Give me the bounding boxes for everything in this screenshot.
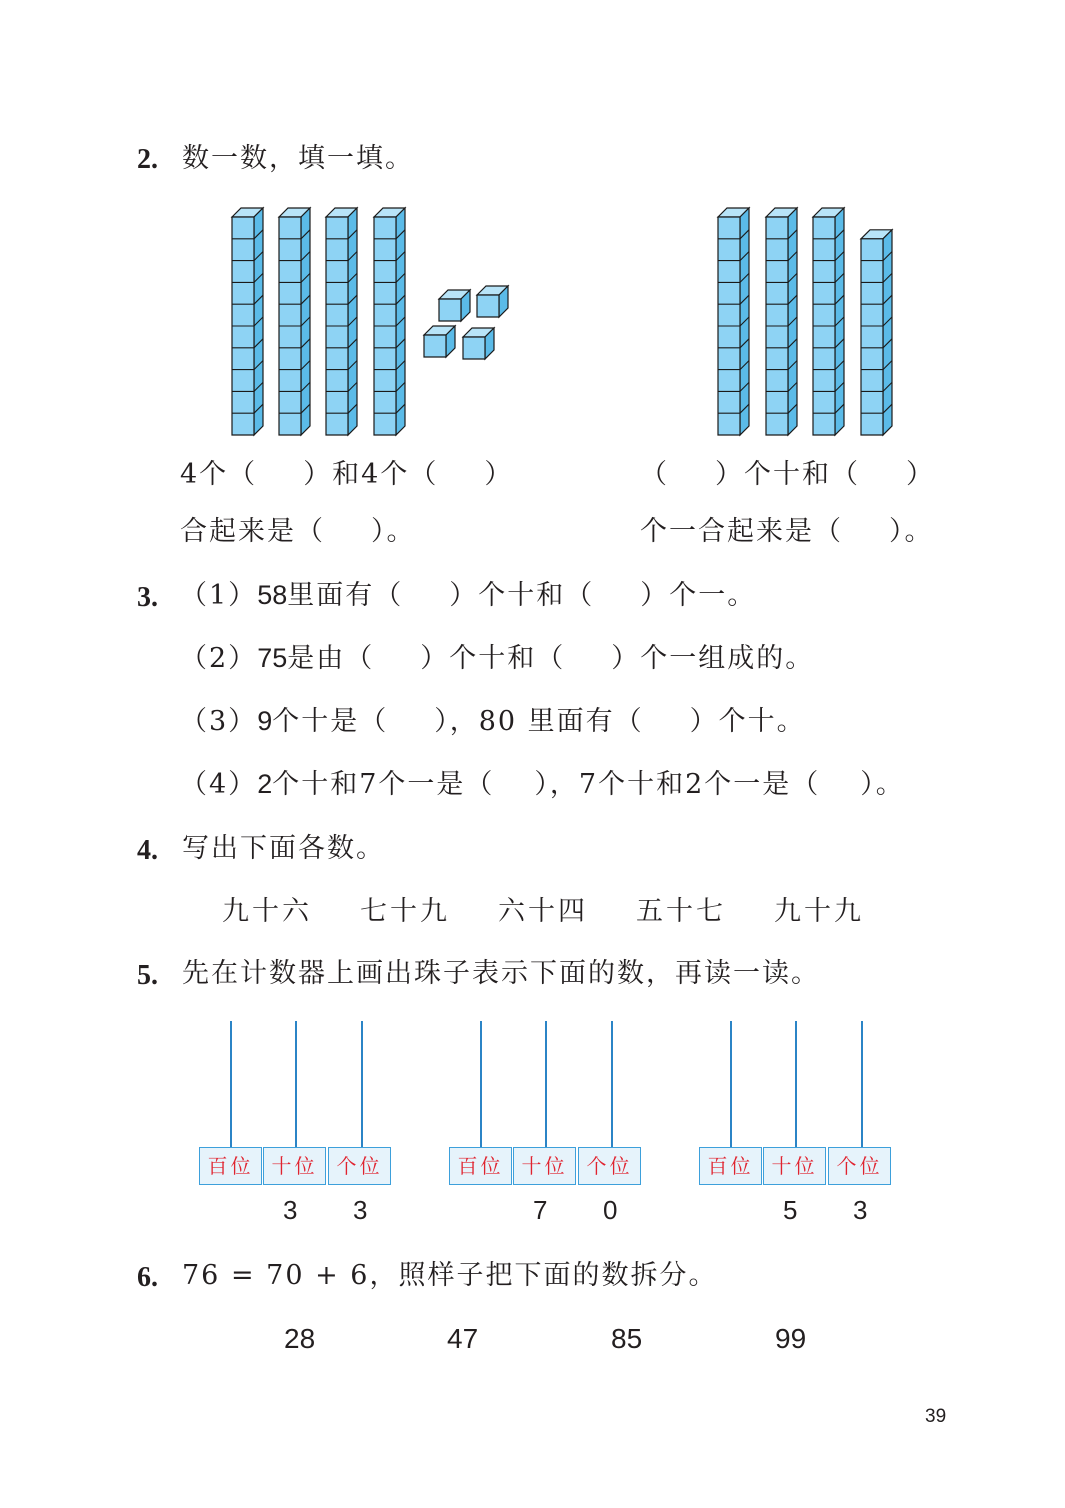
abacus-label-ones: 个位 <box>828 1147 891 1185</box>
q6-number: 85 <box>611 1323 643 1354</box>
abacus-label-ones: 个位 <box>578 1147 641 1185</box>
question-2-title: 数一数，填一填。 <box>182 143 414 174</box>
q6-number: 28 <box>284 1323 316 1354</box>
abacus-rod <box>295 1021 297 1147</box>
abacus-label-hundreds: 百位 <box>699 1147 762 1185</box>
abacus-label-tens: 十位 <box>763 1147 826 1185</box>
question-2-number: 2. <box>137 144 158 175</box>
abacus-digit-ones: 3 <box>353 1195 368 1225</box>
abacus-1 <box>199 1021 395 1231</box>
q4-word: 九十六 <box>222 896 312 927</box>
abacus-2 <box>449 1021 645 1231</box>
q2-right-line2: 个一合起来是（ ）。 <box>640 516 934 547</box>
question-4-number: 4. <box>137 835 158 866</box>
abacus-label-hundreds: 百位 <box>199 1147 262 1185</box>
abacus-label-tens: 十位 <box>513 1147 576 1185</box>
q6-number: 47 <box>447 1323 479 1354</box>
abacus-rod <box>545 1021 547 1147</box>
abacus-digit-tens: 3 <box>283 1195 298 1225</box>
abacus-rod <box>230 1021 232 1147</box>
abacus-label-hundreds: 百位 <box>449 1147 512 1185</box>
abacus-rod <box>795 1021 797 1147</box>
q4-word: 九十九 <box>774 896 864 927</box>
q2-right-line1: （ ）个十和（ ） <box>640 459 935 490</box>
q4-word: 五十七 <box>636 896 726 927</box>
abacus-rod <box>480 1021 482 1147</box>
q3-item-4: （4）2个十和7个一是（ ），7个十和2个一是（ ）。 <box>180 769 905 800</box>
abacus-digit-tens: 5 <box>783 1195 798 1225</box>
abacus-rod <box>361 1021 363 1147</box>
question-6-title: 76 = 70 + 6，照样子把下面的数拆分。 <box>182 1260 718 1291</box>
q3-item-2: （2）75是由（ ）个十和（ ）个一组成的。 <box>180 643 815 674</box>
abacus-label-ones: 个位 <box>328 1147 391 1185</box>
base-ten-blocks-figure <box>0 0 1065 450</box>
question-5-title: 先在计数器上画出珠子表示下面的数，再读一读。 <box>182 958 820 989</box>
abacus-label-tens: 十位 <box>263 1147 326 1185</box>
q4-word: 六十四 <box>498 896 588 927</box>
q2-left-line1: 4个（ ）和4个（ ） <box>180 459 514 490</box>
q3-item-1: （1）58里面有（ ）个十和（ ）个一。 <box>180 580 757 611</box>
question-4-title: 写出下面各数。 <box>182 833 385 864</box>
question-5-number: 5. <box>137 960 158 991</box>
abacus-digit-ones: 3 <box>853 1195 868 1225</box>
q3-item-3: （3）9个十是（ ），80 里面有（ ）个十。 <box>180 706 806 737</box>
abacus-3 <box>699 1021 895 1231</box>
q4-word-list <box>222 898 912 925</box>
q6-number: 99 <box>775 1323 807 1354</box>
abacus-rod <box>730 1021 732 1147</box>
abacus-rod <box>611 1021 613 1147</box>
q4-word: 七十九 <box>360 896 450 927</box>
abacus-rod <box>861 1021 863 1147</box>
question-6-number: 6. <box>137 1262 158 1293</box>
abacus-digit-ones: 0 <box>603 1195 618 1225</box>
abacus-digit-tens: 7 <box>533 1195 548 1225</box>
page-number: 39 <box>925 1406 947 1427</box>
q2-left-line2: 合起来是（ ）。 <box>180 516 416 547</box>
question-3-number: 3. <box>137 582 158 613</box>
